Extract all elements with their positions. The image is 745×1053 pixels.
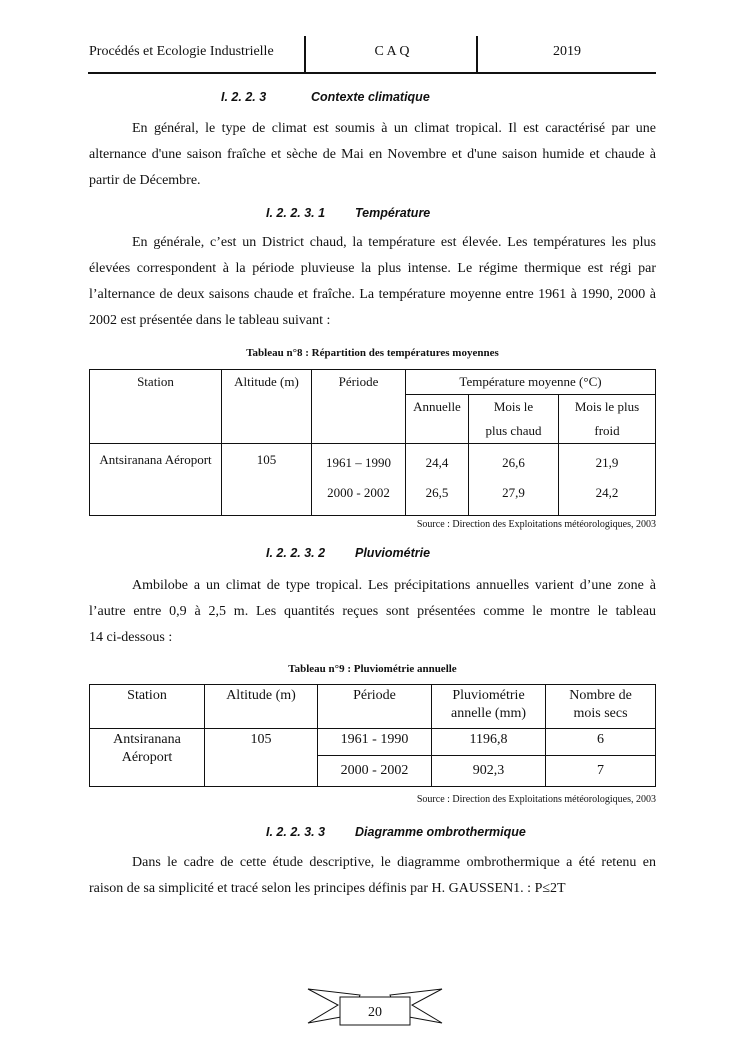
table-source: Source : Direction des Exploitations météorologiques, 2003 [416,794,656,805]
paragraph: En général, le type de climat est soumis à un climat tropical. Il est caractérisé par une alternance d'une saison fraîche et sèche de Mai en Novembre et d'une saison humide et chaude à partir de Décembre. [89,121,656,188]
header-right: 2019 [553,44,581,59]
table-row [90,729,656,756]
table-caption: Tableau n°8 : Répartition des températures moyennes [246,347,499,359]
paragraph: Ambilobe a un climat de type tropical. Les précipitations annuelles varient d’une zone à l’autre entre 0,9 à 2,5 m. Les quantités reçues sont présentées comme le montre le tableau [89,578,656,619]
paragraph: En générale, c’est un District chaud, la température est élevée. Les températures les plus élevées correspondent à la période pluvieuse la plus intense. Le régime thermique est régi par l’alternance de deux saisons chaude et fraîche. La température moyenne entre 1961 à 1990, 2000 à 2002 est présentée dans le tableau suivant : [89,235,656,328]
table-row [90,444,656,516]
header-center: C A Q [374,44,410,59]
header-cell: Altitude (m) [205,685,318,729]
header-cell: Mois le plus chaud [469,395,559,444]
section-heading: I. 2. 2. 3 Contexte climatique [221,90,430,104]
rainfall-table [89,684,656,787]
periode-cell: 2000 - 2002 [318,756,432,787]
header-divider [304,36,306,73]
header-cell: Mois le plus froid [559,395,656,444]
periode-cell: 1961 - 1990 [318,729,432,756]
header-cell: Altitude (m) [222,370,312,444]
table-caption: Tableau n°9 : Pluviométrie annuelle [288,663,457,675]
secs-cell: 6 [546,729,656,756]
section-heading: I. 2. 2. 3. 1 Température [266,206,431,220]
page-number: 20 [368,1005,382,1020]
header-cell: Température moyenne (°C) [406,370,656,395]
periode-cell: 1961 – 1990 2000 - 2002 [312,444,406,516]
header-rule [88,72,656,74]
altitude-cell: 105 [205,729,318,787]
pluvio-cell: 902,3 [432,756,546,787]
header-cell: Station [90,685,205,729]
header-left: Procédés et Ecologie Industrielle [89,44,274,59]
section-heading: I. 2. 2. 3. 3 Diagramme ombrothermique [266,825,526,839]
altitude-cell: 105 [222,444,312,516]
temperature-table [89,369,656,516]
section-heading: I. 2. 2. 3. 2 Pluviométrie [266,546,431,560]
station-cell: Antsiranana Aéroport [90,729,205,787]
header-cell: Station [90,370,222,444]
paragraph: Dans le cadre de cette étude descriptive, le diagramme ombrothermique a été retenu en raison de sa simplicité et tracé selon les principes définis par H. GAUSSEN1. : P≤2T [89,855,656,896]
secs-cell: 7 [546,756,656,787]
header-cell: Annuelle [406,395,469,444]
header-cell: Pluviométrie annelle (mm) [432,685,546,729]
header-cell: Période [318,685,432,729]
header-divider [476,36,478,73]
station-cell: Antsiranana Aéroport [90,444,222,516]
chaud-cell: 26,6 27,9 [469,444,559,516]
froid-cell: 21,9 24,2 [559,444,656,516]
header-cell: Nombre de mois secs [546,685,656,729]
header-cell: Période [312,370,406,444]
annuelle-cell: 24,4 26,5 [406,444,469,516]
paragraph-continuation: 14 ci-dessous : [89,630,173,645]
pluvio-cell: 1196,8 [432,729,546,756]
table-source: Source : Direction des Exploitations météorologiques, 2003 [416,519,656,530]
